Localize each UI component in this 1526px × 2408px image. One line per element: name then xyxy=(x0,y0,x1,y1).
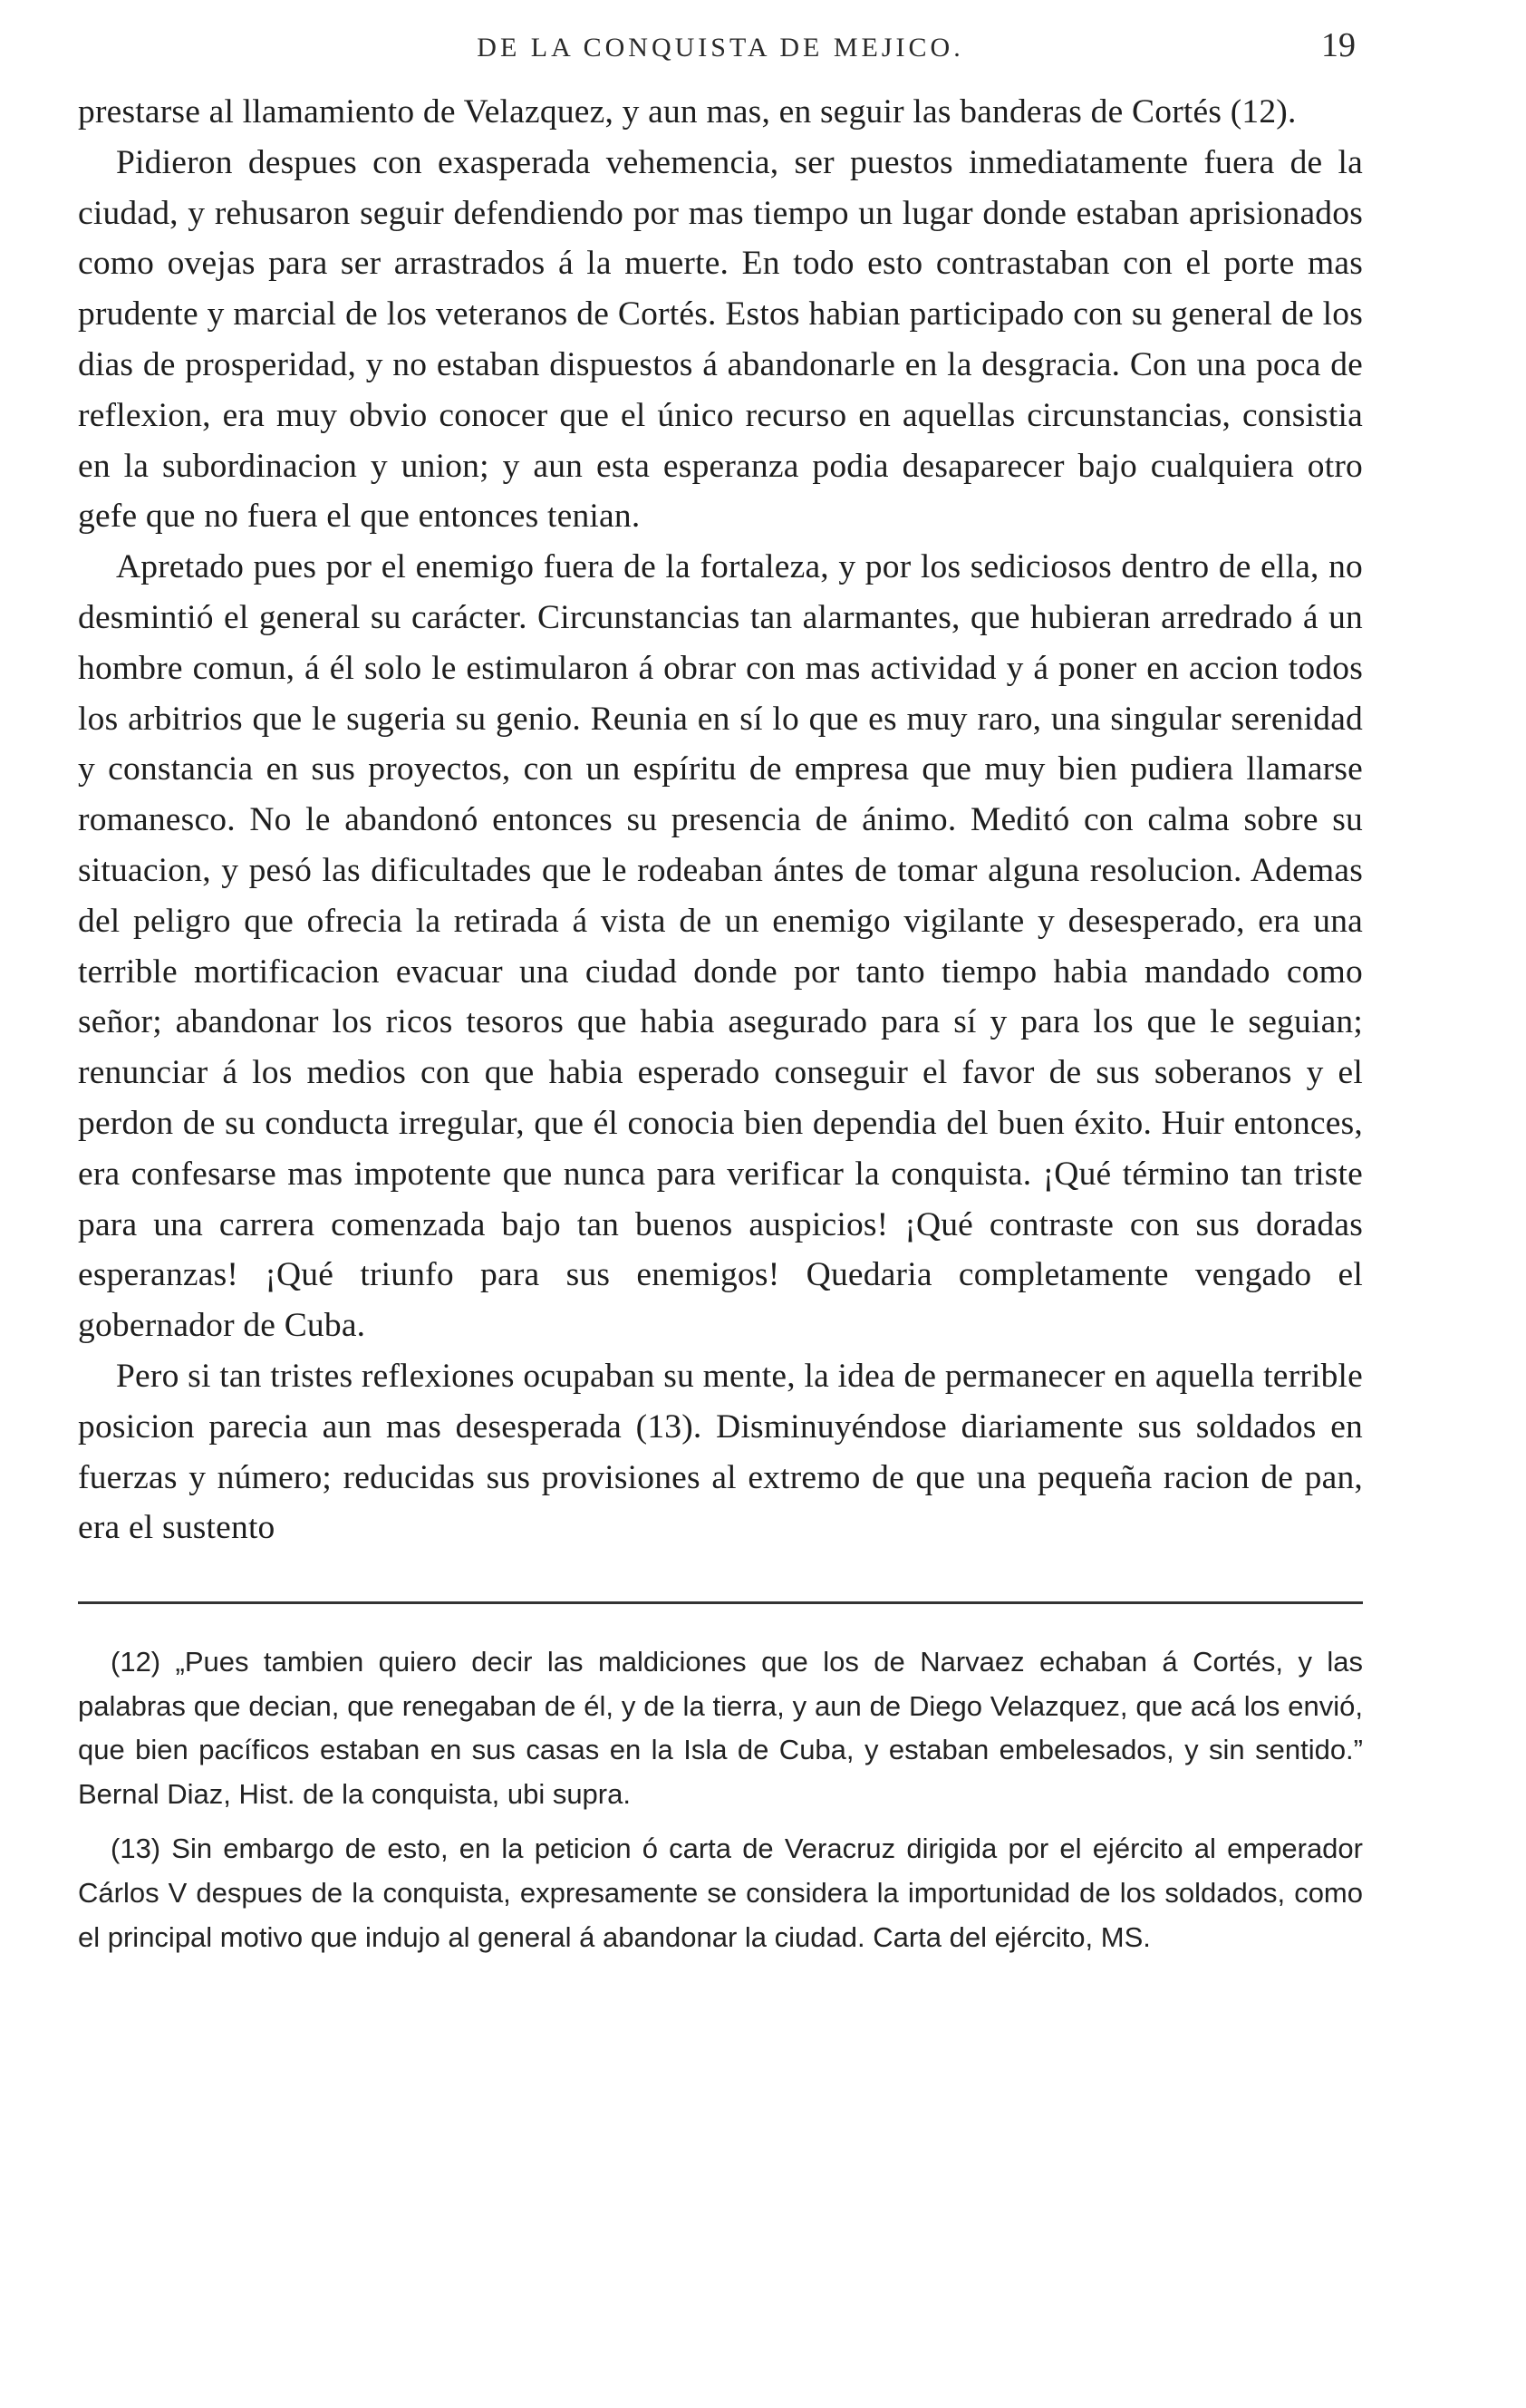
paragraph: Pero si tan tristes reflexiones ocupaban su mente, la idea de permanecer en aquella terrible posicion parecia aun mas desesperada (13). Disminuyéndose diariamente sus soldados en fuerzas y número; reducidas sus provisiones al extremo de que una pequeña racion de pan, era el sustento xyxy=(78,1357,1363,1547)
footnote-13: (13) Sin embargo de esto, en la peticion ó carta de Veracruz dirigida por el ejército al emperador Cárlos V despues de la conquista, expresamente se considera la importunidad de los soldados, como el principal motivo que indujo al general á abandonar la ciudad. Carta del ejército, MS. xyxy=(78,1833,1363,1953)
paragraph: Pidieron despues con exasperada vehemencia, ser puestos inmediatamente fuera de la ciudad, y rehusaron seguir defendiendo por mas tiempo un lugar donde estaban aprisionados como ovejas para ser arrastrados á la muerte. En todo esto contrastaban con el porte mas prudente y marcial de los veteranos de Cortés. Estos habian participado con su general de los dias de prosperidad, y no estaban dispuestos á abandonarle en la desgracia. Con una poca de reflexion, era muy obvio conocer que el único recurso en aquellas circunstancias, consistia en la subordinacion y union; y aun esta esperanza podia desaparecer bajo cualquiera otro gefe que no fuera el que entonces tenian. xyxy=(78,143,1363,536)
paragraph: Apretado pues por el enemigo fuera de la fortaleza, y por los sediciosos dentro de ella, no desmintió el general su carácter. Circunstancias tan alarmantes, que hubieran arredrado á un hombre comun, á él solo le estimularon á obrar con mas actividad y á poner en accion todos los arbitrios que le sugeria su genio. Reunia en sí lo que es muy raro, una singular serenidad y constancia en sus proyectos, con un espíritu de empresa que muy bien pudiera llamarse romanesco. No le abandonó entonces su presencia de ánimo. Meditó con calma sobre su situacion, y pesó las dificultades que le rodeaban ántes de tomar alguna resolucion. Ademas del peligro que ofrecia la retirada á vista de un enemigo vigilante y desesperado, era una terrible mortificacion evacuar una ciudad donde por tanto tiempo habia mandado como señor; abandonar los ricos tesoros que habia asegurado para sí y para los que le seguian; renunciar á los medios con que habia esperado conseguir el favor de sus soberanos y el perdon de su conducta irregular, que él conocia bien dependia del buen éxito. Huir entonces, era confesarse mas impotente que nunca para verificar la conquista. ¡Qué término tan triste para una carrera comenzada bajo tan buenos auspicios! ¡Qué contraste con sus doradas esperanzas! ¡Qué triunfo para sus enemigos! Quedaria completamente vengado el gobernador de Cuba. xyxy=(78,548,1363,1345)
paragraph-continued: prestarse al llamamiento de Velazquez, y aun mas, en seguir las banderas de Cortés (12). xyxy=(78,93,1297,131)
page-number: 19 xyxy=(1321,26,1356,64)
footnotes xyxy=(78,1640,1363,1959)
footnote-12: (12) „Pues tambien quiero decir las maldiciones que los de Narvaez echaban á Cortés, y las palabras que decian, que renegaban de él, y de la tierra, y aun de Diego Velazquez, que acá los envió, que bien pacíficos estaban en sus casas en la Isla de Cuba, y estaban embelesados, y sin sentido.” Bernal Diaz, Hist. de la conquista, ubi supra. xyxy=(78,1646,1363,1810)
footnote-divider xyxy=(78,1601,1363,1604)
running-header xyxy=(78,0,1363,87)
book-page xyxy=(78,0,1363,1970)
running-title: DE LA CONQUISTA DE MEJICO. xyxy=(477,33,964,63)
main-text xyxy=(78,87,1363,1553)
